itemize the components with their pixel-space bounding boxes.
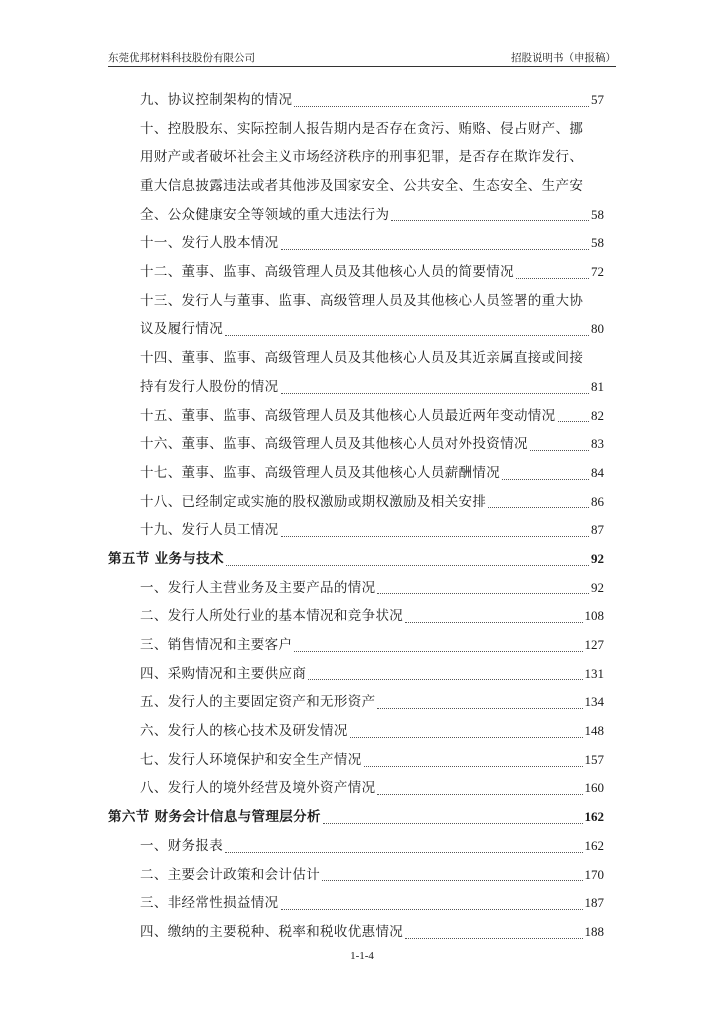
toc-leader-dots [294, 650, 582, 652]
toc-page-number: 92 [591, 550, 604, 566]
toc-page-number: 87 [591, 522, 604, 538]
toc-entry[interactable] [108, 688, 604, 717]
toc-page-number: 162 [584, 837, 604, 853]
toc-page-number: 131 [584, 665, 604, 681]
toc-entry-title: 九、协议控制架构的情况 [140, 91, 293, 108]
toc-entry-title: 四、采购情况和主要供应商 [140, 665, 307, 682]
toc-entry-title: 全、公众健康安全等领域的重大违法行为 [140, 206, 390, 223]
toc-entry-title: 四、缴纳的主要税种、税率和税收优惠情况 [140, 923, 404, 940]
toc-entry-title: 六、发行人的核心技术及研发情况 [140, 723, 348, 740]
toc-leader-dots [281, 908, 583, 910]
page-header [108, 50, 616, 67]
toc-leader-dots [308, 678, 582, 680]
toc-entry-title: 八、发行人的境外经营及境外资产情况 [140, 780, 376, 797]
toc-leader-dots [322, 879, 582, 881]
toc-entry[interactable] [108, 143, 604, 172]
toc-entry-title: 十七、董事、监事、高级管理人员及其他核心人员薪酬情况 [140, 464, 501, 481]
toc-entry[interactable] [108, 201, 604, 230]
toc-entry-title: 五、发行人的主要固定资产和无形资产 [140, 694, 376, 711]
toc-leader-dots [530, 449, 589, 451]
toc-page-number: 92 [591, 579, 604, 595]
toc-entry[interactable] [108, 861, 604, 890]
toc-entry[interactable] [108, 287, 604, 316]
page-number: 1-1-4 [350, 950, 374, 962]
toc-leader-dots [364, 765, 583, 767]
toc-entry-title: 十九、发行人员工情况 [140, 522, 279, 539]
toc-entry-title: 重大信息披露违法或者其他涉及国家安全、公共安全、生态安全、生产安 [140, 178, 584, 195]
toc-leader-dots [350, 736, 583, 738]
toc-leader-dots [558, 420, 590, 422]
toc-entry[interactable] [108, 717, 604, 746]
toc-leader-dots [225, 334, 589, 336]
toc-entry[interactable] [108, 746, 604, 775]
toc-page-number: 86 [591, 493, 604, 509]
toc-entry[interactable] [108, 459, 604, 488]
toc-entry-title: 十六、董事、监事、高级管理人员及其他核心人员对外投资情况 [140, 436, 528, 453]
toc-entry-title: 持有发行人股份的情况 [140, 378, 279, 395]
toc-leader-dots [225, 851, 582, 853]
toc-entry[interactable] [108, 430, 604, 459]
toc-page-number: 187 [584, 895, 604, 911]
toc-leader-dots [488, 506, 589, 508]
toc-entry[interactable] [108, 258, 604, 287]
toc-entry-title: 十五、董事、监事、高级管理人员及其他核心人员最近两年变动情况 [140, 407, 556, 424]
toc-entry[interactable] [108, 86, 604, 115]
toc-entry-title: 十八、已经制定或实施的股权激励或期权激励及相关安排 [140, 493, 487, 510]
toc-entry-title: 第五节 业务与技术 [108, 550, 224, 567]
toc-leader-dots [226, 564, 589, 566]
toc-entry[interactable] [108, 373, 604, 402]
toc-page-number: 170 [584, 866, 604, 882]
toc-entry[interactable] [108, 516, 604, 545]
toc-leader-dots [377, 707, 582, 709]
toc-leader-dots [323, 822, 583, 824]
header-company: 东莞优邦材料科技股份有限公司 [108, 52, 255, 64]
toc-entry[interactable] [108, 889, 604, 918]
toc-leader-dots [391, 219, 589, 221]
toc-entry-title: 十一、发行人股本情况 [140, 235, 279, 252]
toc-page-number: 72 [591, 264, 604, 280]
toc-page-number: 84 [591, 464, 604, 480]
table-of-contents [108, 86, 604, 947]
toc-page-number: 81 [591, 378, 604, 394]
toc-page-number: 108 [584, 608, 604, 624]
toc-entry[interactable] [108, 488, 604, 517]
toc-page-number: 83 [591, 436, 604, 452]
toc-entry[interactable] [108, 660, 604, 689]
toc-page-number: 58 [591, 235, 604, 251]
toc-entry[interactable] [108, 402, 604, 431]
toc-entry-title: 十二、董事、监事、高级管理人员及其他核心人员的简要情况 [140, 264, 514, 281]
toc-entry-title: 用财产或者破坏社会主义市场经济秩序的刑事犯罪，是否存在欺诈发行、 [140, 149, 584, 166]
toc-entry[interactable] [108, 574, 604, 603]
toc-entry-title: 三、销售情况和主要客户 [140, 637, 293, 654]
toc-entry[interactable] [108, 631, 604, 660]
header-document-title: 招股说明书（申报稿） [511, 52, 616, 64]
toc-page-number: 82 [591, 407, 604, 423]
toc-leader-dots [377, 793, 582, 795]
toc-page-number: 127 [584, 637, 604, 653]
toc-page-number: 134 [584, 694, 604, 710]
toc-entry[interactable] [108, 602, 604, 631]
toc-page-number: 80 [591, 321, 604, 337]
toc-page-number: 157 [584, 751, 604, 767]
toc-page-number: 188 [584, 923, 604, 939]
toc-page-number: 148 [584, 723, 604, 739]
toc-page-number: 160 [584, 780, 604, 796]
toc-section-entry[interactable] [108, 545, 604, 574]
toc-entry[interactable] [108, 115, 604, 144]
toc-entry[interactable] [108, 172, 604, 201]
toc-page-number: 58 [591, 206, 604, 222]
toc-leader-dots [516, 277, 589, 279]
toc-entry-title: 十、控股股东、实际控制人报告期内是否存在贪污、贿赂、侵占财产、挪 [140, 120, 584, 137]
toc-entry[interactable] [108, 832, 604, 861]
toc-entry-title: 三、非经常性损益情况 [140, 895, 279, 912]
toc-entry-title: 议及履行情况 [140, 321, 224, 338]
toc-leader-dots [405, 621, 582, 623]
toc-section-entry[interactable] [108, 803, 604, 832]
toc-page-number: 162 [584, 809, 604, 825]
toc-leader-dots [377, 592, 589, 594]
toc-entry[interactable] [108, 775, 604, 804]
toc-page-number: 57 [591, 91, 604, 107]
toc-leader-dots [281, 535, 590, 537]
toc-entry-title: 二、发行人所处行业的基本情况和竞争状况 [140, 608, 404, 625]
toc-entry-title: 十三、发行人与董事、监事、高级管理人员及其他核心人员签署的重大协 [140, 292, 584, 309]
toc-entry[interactable] [108, 316, 604, 345]
toc-entry[interactable] [108, 229, 604, 258]
toc-entry-title: 十四、董事、监事、高级管理人员及其他核心人员及其近亲属直接或间接 [140, 350, 584, 367]
toc-entry-title: 一、财务报表 [140, 837, 224, 854]
toc-leader-dots [281, 392, 590, 394]
toc-leader-dots [294, 105, 589, 107]
toc-entry-title: 一、发行人主营业务及主要产品的情况 [140, 579, 376, 596]
toc-leader-dots [405, 937, 582, 939]
toc-entry-title: 第六节 财务会计信息与管理层分析 [108, 809, 321, 826]
toc-entry-title: 七、发行人环境保护和安全生产情况 [140, 751, 362, 768]
toc-entry[interactable] [108, 344, 604, 373]
toc-leader-dots [281, 248, 590, 250]
toc-entry-title: 二、主要会计政策和会计估计 [140, 866, 321, 883]
toc-entry[interactable] [108, 918, 604, 947]
toc-leader-dots [502, 478, 589, 480]
